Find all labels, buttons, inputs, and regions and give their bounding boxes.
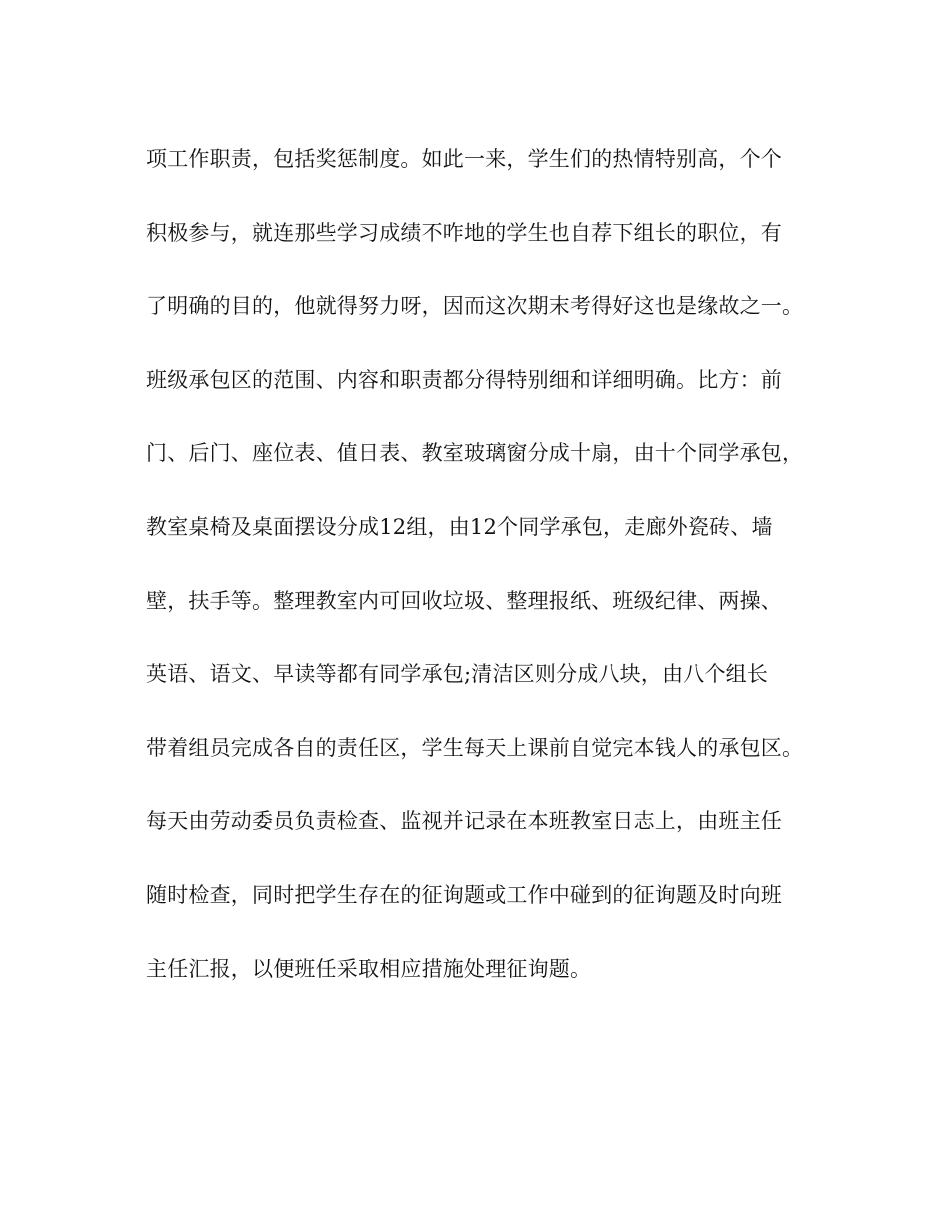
text-line: 壁，扶手等。整理教室内可回收垃圾、整理报纸、班级纪律、两操、: [146, 588, 782, 613]
text-line: 教室桌椅及桌面摆设分成12组，由12个同学承包，走廊外瓷砖、墙: [146, 514, 773, 539]
text-line: 班级承包区的范围、内容和职责都分得特别细和详细明确。比方：前: [146, 367, 782, 392]
text-line: 主任汇报，以便班任采取相应措施处理征询题。: [146, 956, 592, 981]
text-line: 英语、语文、早读等都有同学承包;清洁区则分成八块，由八个组长: [146, 662, 769, 687]
body-text: [146, 139, 826, 1022]
text-line: 每天由劳动委员负责检查、监视并记录在本班教室日志上，由班主任: [146, 809, 782, 834]
text-line: 随时检查，同时把学生存在的征询题或工作中碰到的征询题及时向班: [146, 882, 782, 907]
text-line: 带着组员完成各自的责任区，学生每天上课前自觉完本钱人的承包区。: [146, 735, 804, 760]
text-line: 门、后门、座位表、值日表、教室玻璃窗分成十扇，由十个同学承包，: [146, 441, 804, 466]
text-line: 了明确的目的，他就得努力呀，因而这次期末考得好这也是缘故之一。: [146, 294, 804, 319]
text-line: 项工作职责，包括奖惩制度。如此一来，学生们的热情特别高，个个: [146, 147, 782, 171]
text-line: 积极参与，就连那些学习成绩不咋地的学生也自荐下组长的职位，有: [146, 220, 782, 245]
